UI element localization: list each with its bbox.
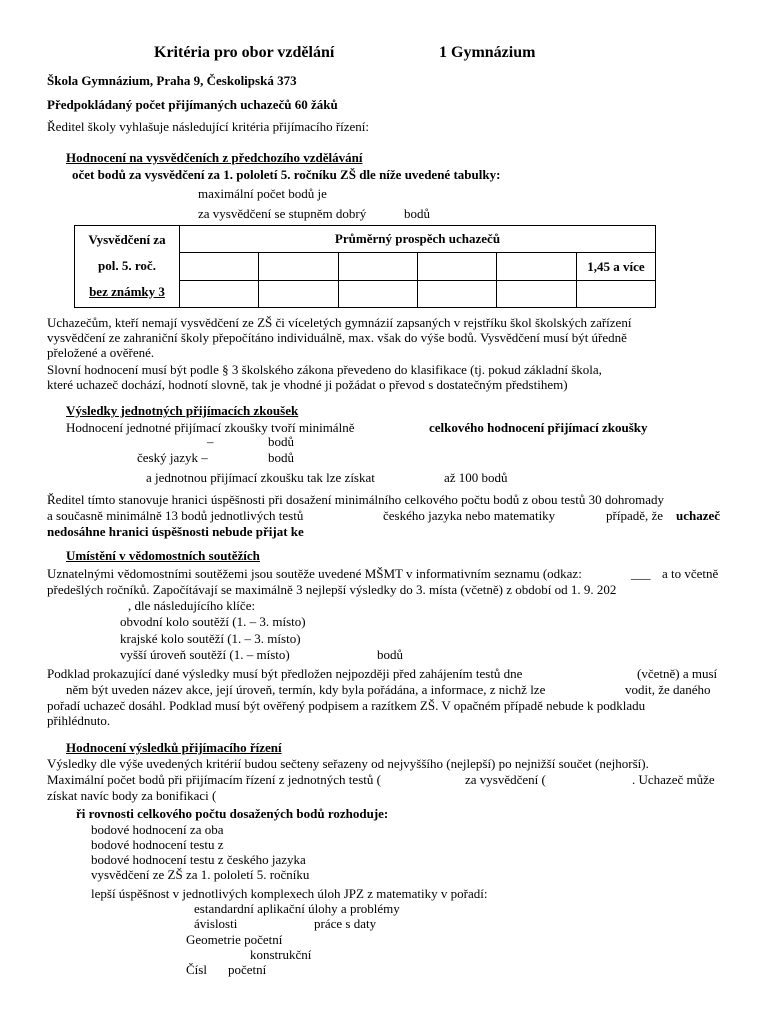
section2-line3a: český jazyk – [137, 450, 208, 465]
section2-para2d: uchazeč [676, 508, 721, 523]
section3-line1c: a to včetně [662, 566, 719, 581]
table-cell [577, 281, 656, 308]
section1-good-points: bodů [404, 206, 430, 221]
para1-line4: Slovní hodnocení musí být podle § 3 školského zákona převedeno do klasifikace (tj. pokud základní škola, [47, 362, 602, 377]
para1-line5: které uchazeč dochází, hodnotí slovně, tak je vhodné ji požádat o převod s dostatečným předstihem) [47, 377, 568, 392]
table-cell [259, 281, 338, 308]
section3-key2: krajské kolo soutěží (1. – 3. místo) [120, 631, 301, 646]
math-item-1: estandardní aplikační úlohy a problémy [194, 901, 400, 916]
section3-key3a: vyšší úroveň soutěží (1. – místo) [120, 647, 290, 662]
section2-para2b: českého jazyka nebo matematiky [383, 508, 556, 523]
section4-heading: Hodnocení výsledků přijímacího řízení [66, 740, 282, 755]
table-cell [180, 281, 259, 308]
doc-title-right: 1 Gymnázium [439, 44, 536, 61]
table-header: Průměrný prospěch uchazečů [180, 226, 656, 253]
table-cell [180, 253, 259, 281]
table-cell [338, 281, 417, 308]
section2-line4a: a jednotnou přijímací zkoušku tak lze získat [146, 470, 375, 485]
section3-para2a: něm být uveden název akce, její úroveň, termín, kdy byla pořádána, a informace, z nichž lze [66, 682, 546, 697]
section4-line3: získat navíc body za bonifikaci ( [47, 788, 217, 803]
section3-line2: předešlých ročníků. Započítávají se maximálně 3 nejlepší výsledky do 3. místa (včetně) z období od 1. 9. 202 [47, 582, 617, 597]
tie-item-5: lepší úspěšnost v jednotlivých komplexech úloh JPZ z matematiky v pořadí: [91, 886, 488, 901]
math-item-4: konstrukční [250, 947, 312, 962]
section4-line2b: za vysvědčení ( [465, 772, 546, 787]
section3-line1b: ___ [631, 566, 651, 581]
math-item-2b: práce s daty [314, 916, 377, 931]
tie-item-1: bodové hodnocení za oba [91, 822, 224, 837]
table-row-label [75, 226, 180, 308]
section4-line2c: . Uchazeč může [632, 772, 715, 787]
section3-para1a: Podklad prokazující dané výsledky musí být předložen nejpozději před zahájením testů dne [47, 666, 523, 681]
tie-item-2: bodové hodnocení testu z [91, 837, 224, 852]
table-cell [418, 253, 497, 281]
section3-key1: obvodní kolo soutěží (1. – 3. místo) [120, 614, 306, 629]
table-cell [497, 281, 577, 308]
doc-title-left: Kritéria pro obor vzdělání [154, 44, 335, 61]
row-label-1: Vysvědčení za [88, 231, 166, 247]
table-cell [418, 281, 497, 308]
para1-line3: přeložené a ověřené. [47, 345, 155, 360]
section2-line2b: bodů [268, 434, 294, 449]
school-line: Škola Gymnázium, Praha 9, Českolipská 373 [47, 73, 297, 88]
section2-line3b: bodů [268, 450, 294, 465]
section3-para3: pořadí uchazeč dosáhl. Podklad musí být ověřený podpisem a razítkem ZŠ. V opačném případě nebude k podkladu [47, 698, 646, 713]
math-item-2a: ávislosti [194, 916, 238, 931]
section2-para1: Ředitel tímto stanovuje hranici úspěšnosti při dosažení minimálního celkového počtu bodů z obou testů 30 dohromady [47, 492, 665, 507]
section3-para2b: vodit, že daného [625, 682, 711, 697]
expected-count-line: Předpokládaný počet přijímaných uchazečů 60 žáků [47, 97, 338, 112]
para1-line1: Uchazečům, kteří nemají vysvědčení ze ZŠ či víceletých gymnázií zapsaných v rejstříku škol školských zařízení [47, 315, 632, 330]
intro-line: Ředitel školy vyhlašuje následující kritéria přijímacího řízení: [47, 119, 370, 134]
para1-line2: vysvědčení ze zahraniční školy přepočítáno individuálně, max. však do výše bodů. Vysvědčení musí být úředně [47, 330, 627, 345]
math-item-3: Geometrie početní [186, 932, 283, 947]
tie-item-4: vysvědčení ze ZŠ za 1. pololetí 5. ročníku [91, 867, 310, 882]
math-item-5a: Čísl [186, 962, 207, 977]
section1-good-line: za vysvědčení se stupněm dobrý [198, 206, 367, 221]
section1-max-line: maximální počet bodů je [198, 186, 327, 201]
section3-para4: přihlédnuto. [47, 713, 111, 728]
section3-line3: , dle následujícího klíče: [128, 598, 256, 613]
table-cell [497, 253, 577, 281]
tie-item-3: bodové hodnocení testu z českého jazyka [91, 852, 306, 867]
section2-line1a: Hodnocení jednotné přijímací zkoušky tvoří minimálně [66, 420, 355, 435]
section2-line4b: až 100 bodů [444, 470, 508, 485]
section3-para1b: (včetně) a musí [637, 666, 718, 681]
section2-para2a: a současně minimálně 13 bodů jednotlivých testů [47, 508, 304, 523]
section2-heading: Výsledky jednotných přijímacích zkoušek [66, 403, 299, 418]
math-item-5b: početní [228, 962, 267, 977]
table-cell [259, 253, 338, 281]
table-cell-last: 1,45 a více [577, 253, 656, 281]
section4-line2a: Maximální počet bodů při přijímacím řízení z jednotných testů ( [47, 772, 381, 787]
section3-heading: Umístění v vědomostních soutěžích [66, 548, 260, 563]
grades-table [74, 225, 656, 308]
section3-key3b: bodů [377, 647, 403, 662]
section2-para2c: případě, že [606, 508, 664, 523]
section4-line1: Výsledky dle výše uvedených kritérií budou sečteny seřazeny od nejvyššího (nejlepší) po nejnižší součet (nejhorší). [47, 756, 649, 771]
section2-para3: nedosáhne hranici úspěšnosti nebude přijat ke [47, 524, 304, 539]
row-label-2: pol. 5. roč. [98, 257, 156, 273]
section1-heading: Hodnocení na vysvědčeních z předchozího vzdělávání [66, 150, 363, 165]
table-cell [338, 253, 417, 281]
section2-line2a: – [207, 434, 214, 449]
row-label-3: bez známky 3 [89, 283, 165, 299]
section4-tie-heading: ři rovnosti celkového počtu dosažených bodů rozhoduje: [76, 806, 389, 821]
section1-subheading: očet bodů za vysvědčení za 1. pololetí 5. ročníku ZŠ dle níže uvedené tabulky: [72, 167, 501, 182]
section2-line1b: celkového hodnocení přijímací zkoušky [429, 420, 648, 435]
section3-line1a: Uznatelnými vědomostními soutěžemi jsou soutěže uvedené MŠMT v informativním seznamu (odkaz: [47, 566, 582, 581]
